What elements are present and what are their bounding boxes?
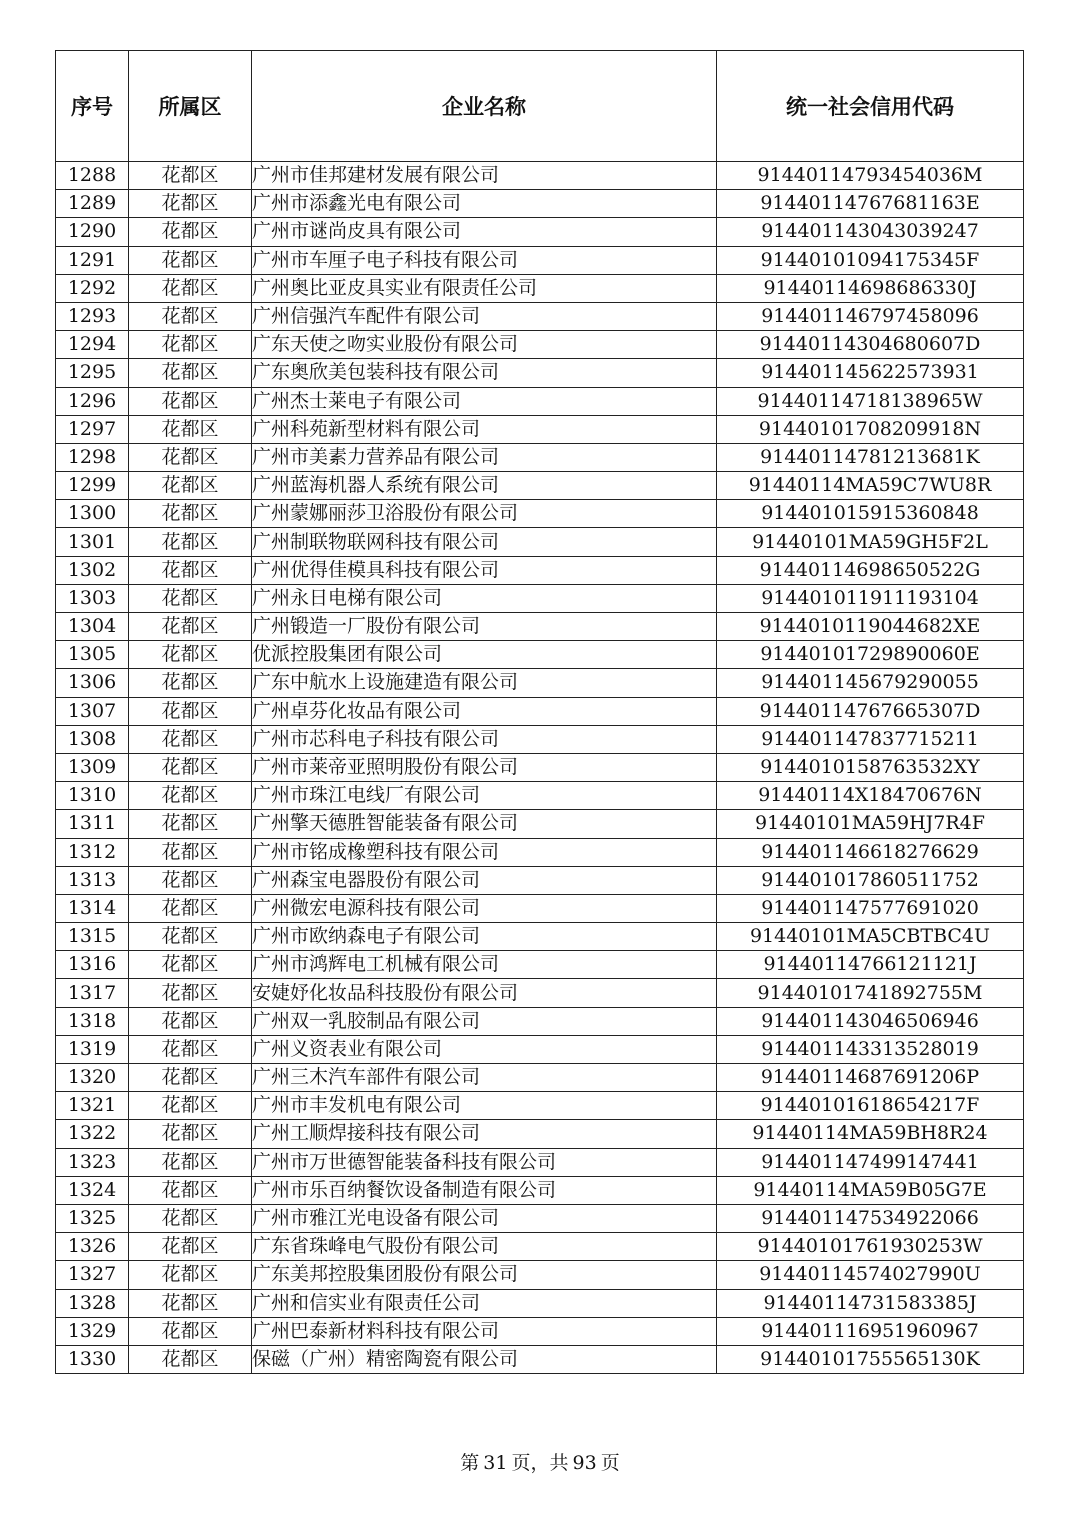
cell-district: 花都区 xyxy=(129,274,252,302)
cell-credit-code: 91440101618654217F xyxy=(717,1092,1024,1120)
cell-district: 花都区 xyxy=(129,359,252,387)
cell-seq: 1289 xyxy=(56,190,129,218)
cell-district: 花都区 xyxy=(129,584,252,612)
table-row xyxy=(56,1289,1024,1317)
cell-district: 花都区 xyxy=(129,951,252,979)
table-row xyxy=(56,894,1024,922)
cell-company-name: 广东美邦控股集团股份有限公司 xyxy=(252,1261,717,1289)
page-footer xyxy=(0,1448,1080,1475)
cell-credit-code: 914401143313528019 xyxy=(717,1035,1024,1063)
cell-credit-code: 914401143046506946 xyxy=(717,1007,1024,1035)
cell-company-name: 广州三木汽车部件有限公司 xyxy=(252,1064,717,1092)
cell-seq: 1321 xyxy=(56,1092,129,1120)
table-row xyxy=(56,162,1024,190)
cell-seq: 1315 xyxy=(56,923,129,951)
footer-total-pages: 93 xyxy=(572,1452,597,1474)
table-row xyxy=(56,246,1024,274)
cell-company-name: 广州巴泰新材料科技有限公司 xyxy=(252,1317,717,1345)
cell-company-name: 广州市欧纳森电子有限公司 xyxy=(252,923,717,951)
cell-company-name: 广州奥比亚皮具实业有限责任公司 xyxy=(252,274,717,302)
cell-seq: 1294 xyxy=(56,331,129,359)
table-row xyxy=(56,190,1024,218)
cell-seq: 1300 xyxy=(56,500,129,528)
cell-credit-code: 91440114767665307D xyxy=(717,697,1024,725)
cell-district: 花都区 xyxy=(129,1035,252,1063)
cell-seq: 1298 xyxy=(56,443,129,471)
table-row xyxy=(56,1092,1024,1120)
cell-company-name: 广州市美素力营养品有限公司 xyxy=(252,443,717,471)
table-row xyxy=(56,1007,1024,1035)
cell-district: 花都区 xyxy=(129,866,252,894)
table-row xyxy=(56,415,1024,443)
cell-seq: 1311 xyxy=(56,810,129,838)
cell-district: 花都区 xyxy=(129,1204,252,1232)
table-row xyxy=(56,866,1024,894)
cell-company-name: 广州市万世德智能装备科技有限公司 xyxy=(252,1148,717,1176)
cell-seq: 1309 xyxy=(56,753,129,781)
table-row xyxy=(56,1261,1024,1289)
table-row xyxy=(56,387,1024,415)
cell-district: 花都区 xyxy=(129,753,252,781)
cell-district: 花都区 xyxy=(129,528,252,556)
cell-seq: 1330 xyxy=(56,1345,129,1373)
cell-company-name: 广州制联物联网科技有限公司 xyxy=(252,528,717,556)
cell-seq: 1297 xyxy=(56,415,129,443)
table-row xyxy=(56,1345,1024,1373)
cell-credit-code: 91440114718138965W xyxy=(717,387,1024,415)
cell-credit-code: 91440101094175345F xyxy=(717,246,1024,274)
cell-credit-code: 91440101741892755M xyxy=(717,979,1024,1007)
cell-credit-code: 91440114MA59C7WU8R xyxy=(717,472,1024,500)
cell-seq: 1322 xyxy=(56,1120,129,1148)
table-row xyxy=(56,641,1024,669)
cell-district: 花都区 xyxy=(129,1289,252,1317)
cell-company-name: 广州双一乳胶制品有限公司 xyxy=(252,1007,717,1035)
cell-company-name: 广州义资表业有限公司 xyxy=(252,1035,717,1063)
cell-district: 花都区 xyxy=(129,669,252,697)
table-row xyxy=(56,1317,1024,1345)
table-row xyxy=(56,584,1024,612)
table-body xyxy=(56,162,1024,1374)
table-row xyxy=(56,979,1024,1007)
cell-district: 花都区 xyxy=(129,1233,252,1261)
cell-seq: 1306 xyxy=(56,669,129,697)
table-row xyxy=(56,810,1024,838)
cell-district: 花都区 xyxy=(129,331,252,359)
cell-company-name: 广州市谜尚皮具有限公司 xyxy=(252,218,717,246)
cell-district: 花都区 xyxy=(129,387,252,415)
cell-credit-code: 91440114X18470676N xyxy=(717,782,1024,810)
table-row xyxy=(56,1204,1024,1232)
cell-company-name: 广州市芯科电子科技有限公司 xyxy=(252,725,717,753)
cell-district: 花都区 xyxy=(129,1148,252,1176)
cell-seq: 1319 xyxy=(56,1035,129,1063)
cell-district: 花都区 xyxy=(129,782,252,810)
cell-seq: 1303 xyxy=(56,584,129,612)
cell-seq: 1317 xyxy=(56,979,129,1007)
cell-district: 花都区 xyxy=(129,190,252,218)
cell-seq: 1323 xyxy=(56,1148,129,1176)
cell-credit-code: 9144010119044682XE xyxy=(717,613,1024,641)
cell-company-name: 保磁（广州）精密陶瓷有限公司 xyxy=(252,1345,717,1373)
cell-seq: 1290 xyxy=(56,218,129,246)
table-row xyxy=(56,613,1024,641)
cell-credit-code: 914401145679290055 xyxy=(717,669,1024,697)
cell-district: 花都区 xyxy=(129,810,252,838)
cell-seq: 1291 xyxy=(56,246,129,274)
cell-district: 花都区 xyxy=(129,838,252,866)
cell-district: 花都区 xyxy=(129,302,252,330)
cell-credit-code: 91440114687691206P xyxy=(717,1064,1024,1092)
table-row xyxy=(56,838,1024,866)
cell-credit-code: 91440114781213681K xyxy=(717,443,1024,471)
table-row xyxy=(56,1064,1024,1092)
footer-suffix: 页 xyxy=(600,1452,620,1474)
cell-company-name: 广东中航水上设施建造有限公司 xyxy=(252,669,717,697)
table-row xyxy=(56,697,1024,725)
cell-seq: 1307 xyxy=(56,697,129,725)
cell-seq: 1329 xyxy=(56,1317,129,1345)
cell-company-name: 广州微宏电源科技有限公司 xyxy=(252,894,717,922)
cell-company-name: 广州信强汽车配件有限公司 xyxy=(252,302,717,330)
cell-seq: 1312 xyxy=(56,838,129,866)
header-district: 所属区 xyxy=(129,51,252,162)
table-row xyxy=(56,218,1024,246)
table-row xyxy=(56,302,1024,330)
cell-company-name: 广东省珠峰电气股份有限公司 xyxy=(252,1233,717,1261)
table-row xyxy=(56,1120,1024,1148)
cell-district: 花都区 xyxy=(129,1345,252,1373)
cell-credit-code: 91440101755565130K xyxy=(717,1345,1024,1373)
cell-company-name: 广州永日电梯有限公司 xyxy=(252,584,717,612)
cell-credit-code: 91440101729890060E xyxy=(717,641,1024,669)
cell-seq: 1318 xyxy=(56,1007,129,1035)
table-row xyxy=(56,782,1024,810)
cell-district: 花都区 xyxy=(129,641,252,669)
cell-company-name: 广州蒙娜丽莎卫浴股份有限公司 xyxy=(252,500,717,528)
cell-company-name: 广州杰士莱电子有限公司 xyxy=(252,387,717,415)
cell-company-name: 优派控股集团有限公司 xyxy=(252,641,717,669)
cell-district: 花都区 xyxy=(129,218,252,246)
cell-credit-code: 91440114304680607D xyxy=(717,331,1024,359)
header-name: 企业名称 xyxy=(252,51,717,162)
cell-company-name: 广州市添鑫光电有限公司 xyxy=(252,190,717,218)
cell-seq: 1296 xyxy=(56,387,129,415)
cell-district: 花都区 xyxy=(129,443,252,471)
cell-company-name: 广州市莱帝亚照明股份有限公司 xyxy=(252,753,717,781)
cell-seq: 1302 xyxy=(56,556,129,584)
cell-district: 花都区 xyxy=(129,697,252,725)
cell-credit-code: 914401017860511752 xyxy=(717,866,1024,894)
table-row xyxy=(56,556,1024,584)
cell-credit-code: 91440114731583385J xyxy=(717,1289,1024,1317)
cell-company-name: 安婕妤化妆品科技股份有限公司 xyxy=(252,979,717,1007)
cell-company-name: 广州蓝海机器人系统有限公司 xyxy=(252,472,717,500)
cell-credit-code: 914401147577691020 xyxy=(717,894,1024,922)
cell-seq: 1325 xyxy=(56,1204,129,1232)
enterprise-table xyxy=(55,50,1024,1374)
cell-seq: 1305 xyxy=(56,641,129,669)
cell-credit-code: 91440114MA59B05G7E xyxy=(717,1176,1024,1204)
cell-credit-code: 9144010158763532XY xyxy=(717,753,1024,781)
cell-district: 花都区 xyxy=(129,415,252,443)
cell-credit-code: 914401146797458096 xyxy=(717,302,1024,330)
cell-company-name: 广州市珠江电线厂有限公司 xyxy=(252,782,717,810)
cell-company-name: 广州市佳邦建材发展有限公司 xyxy=(252,162,717,190)
table-row xyxy=(56,725,1024,753)
cell-credit-code: 914401145622573931 xyxy=(717,359,1024,387)
cell-credit-code: 914401015915360848 xyxy=(717,500,1024,528)
cell-credit-code: 91440101761930253W xyxy=(717,1233,1024,1261)
cell-company-name: 广州市乐百纳餐饮设备制造有限公司 xyxy=(252,1176,717,1204)
table-row xyxy=(56,669,1024,697)
cell-credit-code: 914401147499147441 xyxy=(717,1148,1024,1176)
table-row xyxy=(56,1148,1024,1176)
cell-credit-code: 914401146618276629 xyxy=(717,838,1024,866)
cell-district: 花都区 xyxy=(129,246,252,274)
table-row xyxy=(56,274,1024,302)
header-row xyxy=(56,51,1024,162)
cell-seq: 1299 xyxy=(56,472,129,500)
cell-district: 花都区 xyxy=(129,1317,252,1345)
cell-district: 花都区 xyxy=(129,500,252,528)
cell-credit-code: 91440114766121121J xyxy=(717,951,1024,979)
table-row xyxy=(56,472,1024,500)
cell-credit-code: 91440114793454036M xyxy=(717,162,1024,190)
cell-company-name: 广州市车厘子电子科技有限公司 xyxy=(252,246,717,274)
table-row xyxy=(56,359,1024,387)
cell-credit-code: 914401147837715211 xyxy=(717,725,1024,753)
cell-company-name: 广东天使之吻实业股份有限公司 xyxy=(252,331,717,359)
cell-company-name: 广州市雅江光电设备有限公司 xyxy=(252,1204,717,1232)
table-row xyxy=(56,443,1024,471)
cell-credit-code: 91440114698650522G xyxy=(717,556,1024,584)
cell-seq: 1320 xyxy=(56,1064,129,1092)
table-row xyxy=(56,1233,1024,1261)
cell-credit-code: 91440101MA5CBTBC4U xyxy=(717,923,1024,951)
cell-district: 花都区 xyxy=(129,979,252,1007)
cell-company-name: 广州优得佳模具科技有限公司 xyxy=(252,556,717,584)
cell-credit-code: 914401116951960967 xyxy=(717,1317,1024,1345)
table-row xyxy=(56,923,1024,951)
cell-credit-code: 914401147534922066 xyxy=(717,1204,1024,1232)
table-row xyxy=(56,500,1024,528)
table-row xyxy=(56,331,1024,359)
cell-credit-code: 914401143043039247 xyxy=(717,218,1024,246)
cell-seq: 1316 xyxy=(56,951,129,979)
cell-credit-code: 91440114574027990U xyxy=(717,1261,1024,1289)
cell-company-name: 广州擎天德胜智能装备有限公司 xyxy=(252,810,717,838)
cell-company-name: 广东奥欣美包装科技有限公司 xyxy=(252,359,717,387)
cell-credit-code: 91440114698686330J xyxy=(717,274,1024,302)
cell-seq: 1304 xyxy=(56,613,129,641)
cell-company-name: 广州市丰发机电有限公司 xyxy=(252,1092,717,1120)
cell-company-name: 广州和信实业有限责任公司 xyxy=(252,1289,717,1317)
cell-credit-code: 91440101708209918N xyxy=(717,415,1024,443)
cell-seq: 1324 xyxy=(56,1176,129,1204)
cell-credit-code: 91440114MA59BH8R24 xyxy=(717,1120,1024,1148)
cell-seq: 1327 xyxy=(56,1261,129,1289)
header-seq: 序号 xyxy=(56,51,129,162)
table-row xyxy=(56,1035,1024,1063)
cell-district: 花都区 xyxy=(129,894,252,922)
cell-district: 花都区 xyxy=(129,1261,252,1289)
cell-credit-code: 91440114767681163E xyxy=(717,190,1024,218)
cell-seq: 1313 xyxy=(56,866,129,894)
cell-district: 花都区 xyxy=(129,1007,252,1035)
table-row xyxy=(56,528,1024,556)
cell-district: 花都区 xyxy=(129,1064,252,1092)
cell-credit-code: 91440101MA59HJ7R4F xyxy=(717,810,1024,838)
cell-credit-code: 914401011911193104 xyxy=(717,584,1024,612)
cell-seq: 1293 xyxy=(56,302,129,330)
cell-credit-code: 91440101MA59GH5F2L xyxy=(717,528,1024,556)
cell-district: 花都区 xyxy=(129,1092,252,1120)
cell-seq: 1328 xyxy=(56,1289,129,1317)
cell-district: 花都区 xyxy=(129,1120,252,1148)
cell-seq: 1314 xyxy=(56,894,129,922)
table-row xyxy=(56,1176,1024,1204)
cell-seq: 1326 xyxy=(56,1233,129,1261)
footer-prefix: 第 xyxy=(460,1452,480,1474)
cell-seq: 1295 xyxy=(56,359,129,387)
cell-district: 花都区 xyxy=(129,613,252,641)
cell-district: 花都区 xyxy=(129,923,252,951)
cell-seq: 1288 xyxy=(56,162,129,190)
cell-district: 花都区 xyxy=(129,162,252,190)
cell-seq: 1310 xyxy=(56,782,129,810)
cell-company-name: 广州锻造一厂股份有限公司 xyxy=(252,613,717,641)
cell-district: 花都区 xyxy=(129,472,252,500)
cell-company-name: 广州市鸿辉电工机械有限公司 xyxy=(252,951,717,979)
cell-company-name: 广州森宝电器股份有限公司 xyxy=(252,866,717,894)
cell-company-name: 广州工顺焊接科技有限公司 xyxy=(252,1120,717,1148)
cell-district: 花都区 xyxy=(129,725,252,753)
cell-company-name: 广州卓芬化妆品有限公司 xyxy=(252,697,717,725)
cell-district: 花都区 xyxy=(129,1176,252,1204)
cell-district: 花都区 xyxy=(129,556,252,584)
cell-seq: 1292 xyxy=(56,274,129,302)
cell-seq: 1308 xyxy=(56,725,129,753)
table-row xyxy=(56,951,1024,979)
header-code: 统一社会信用代码 xyxy=(717,51,1024,162)
cell-seq: 1301 xyxy=(56,528,129,556)
cell-company-name: 广州市铭成橡塑科技有限公司 xyxy=(252,838,717,866)
footer-page-number: 31 xyxy=(483,1452,508,1474)
cell-company-name: 广州科苑新型材料有限公司 xyxy=(252,415,717,443)
table-row xyxy=(56,753,1024,781)
footer-mid: 页，共 xyxy=(511,1452,569,1474)
